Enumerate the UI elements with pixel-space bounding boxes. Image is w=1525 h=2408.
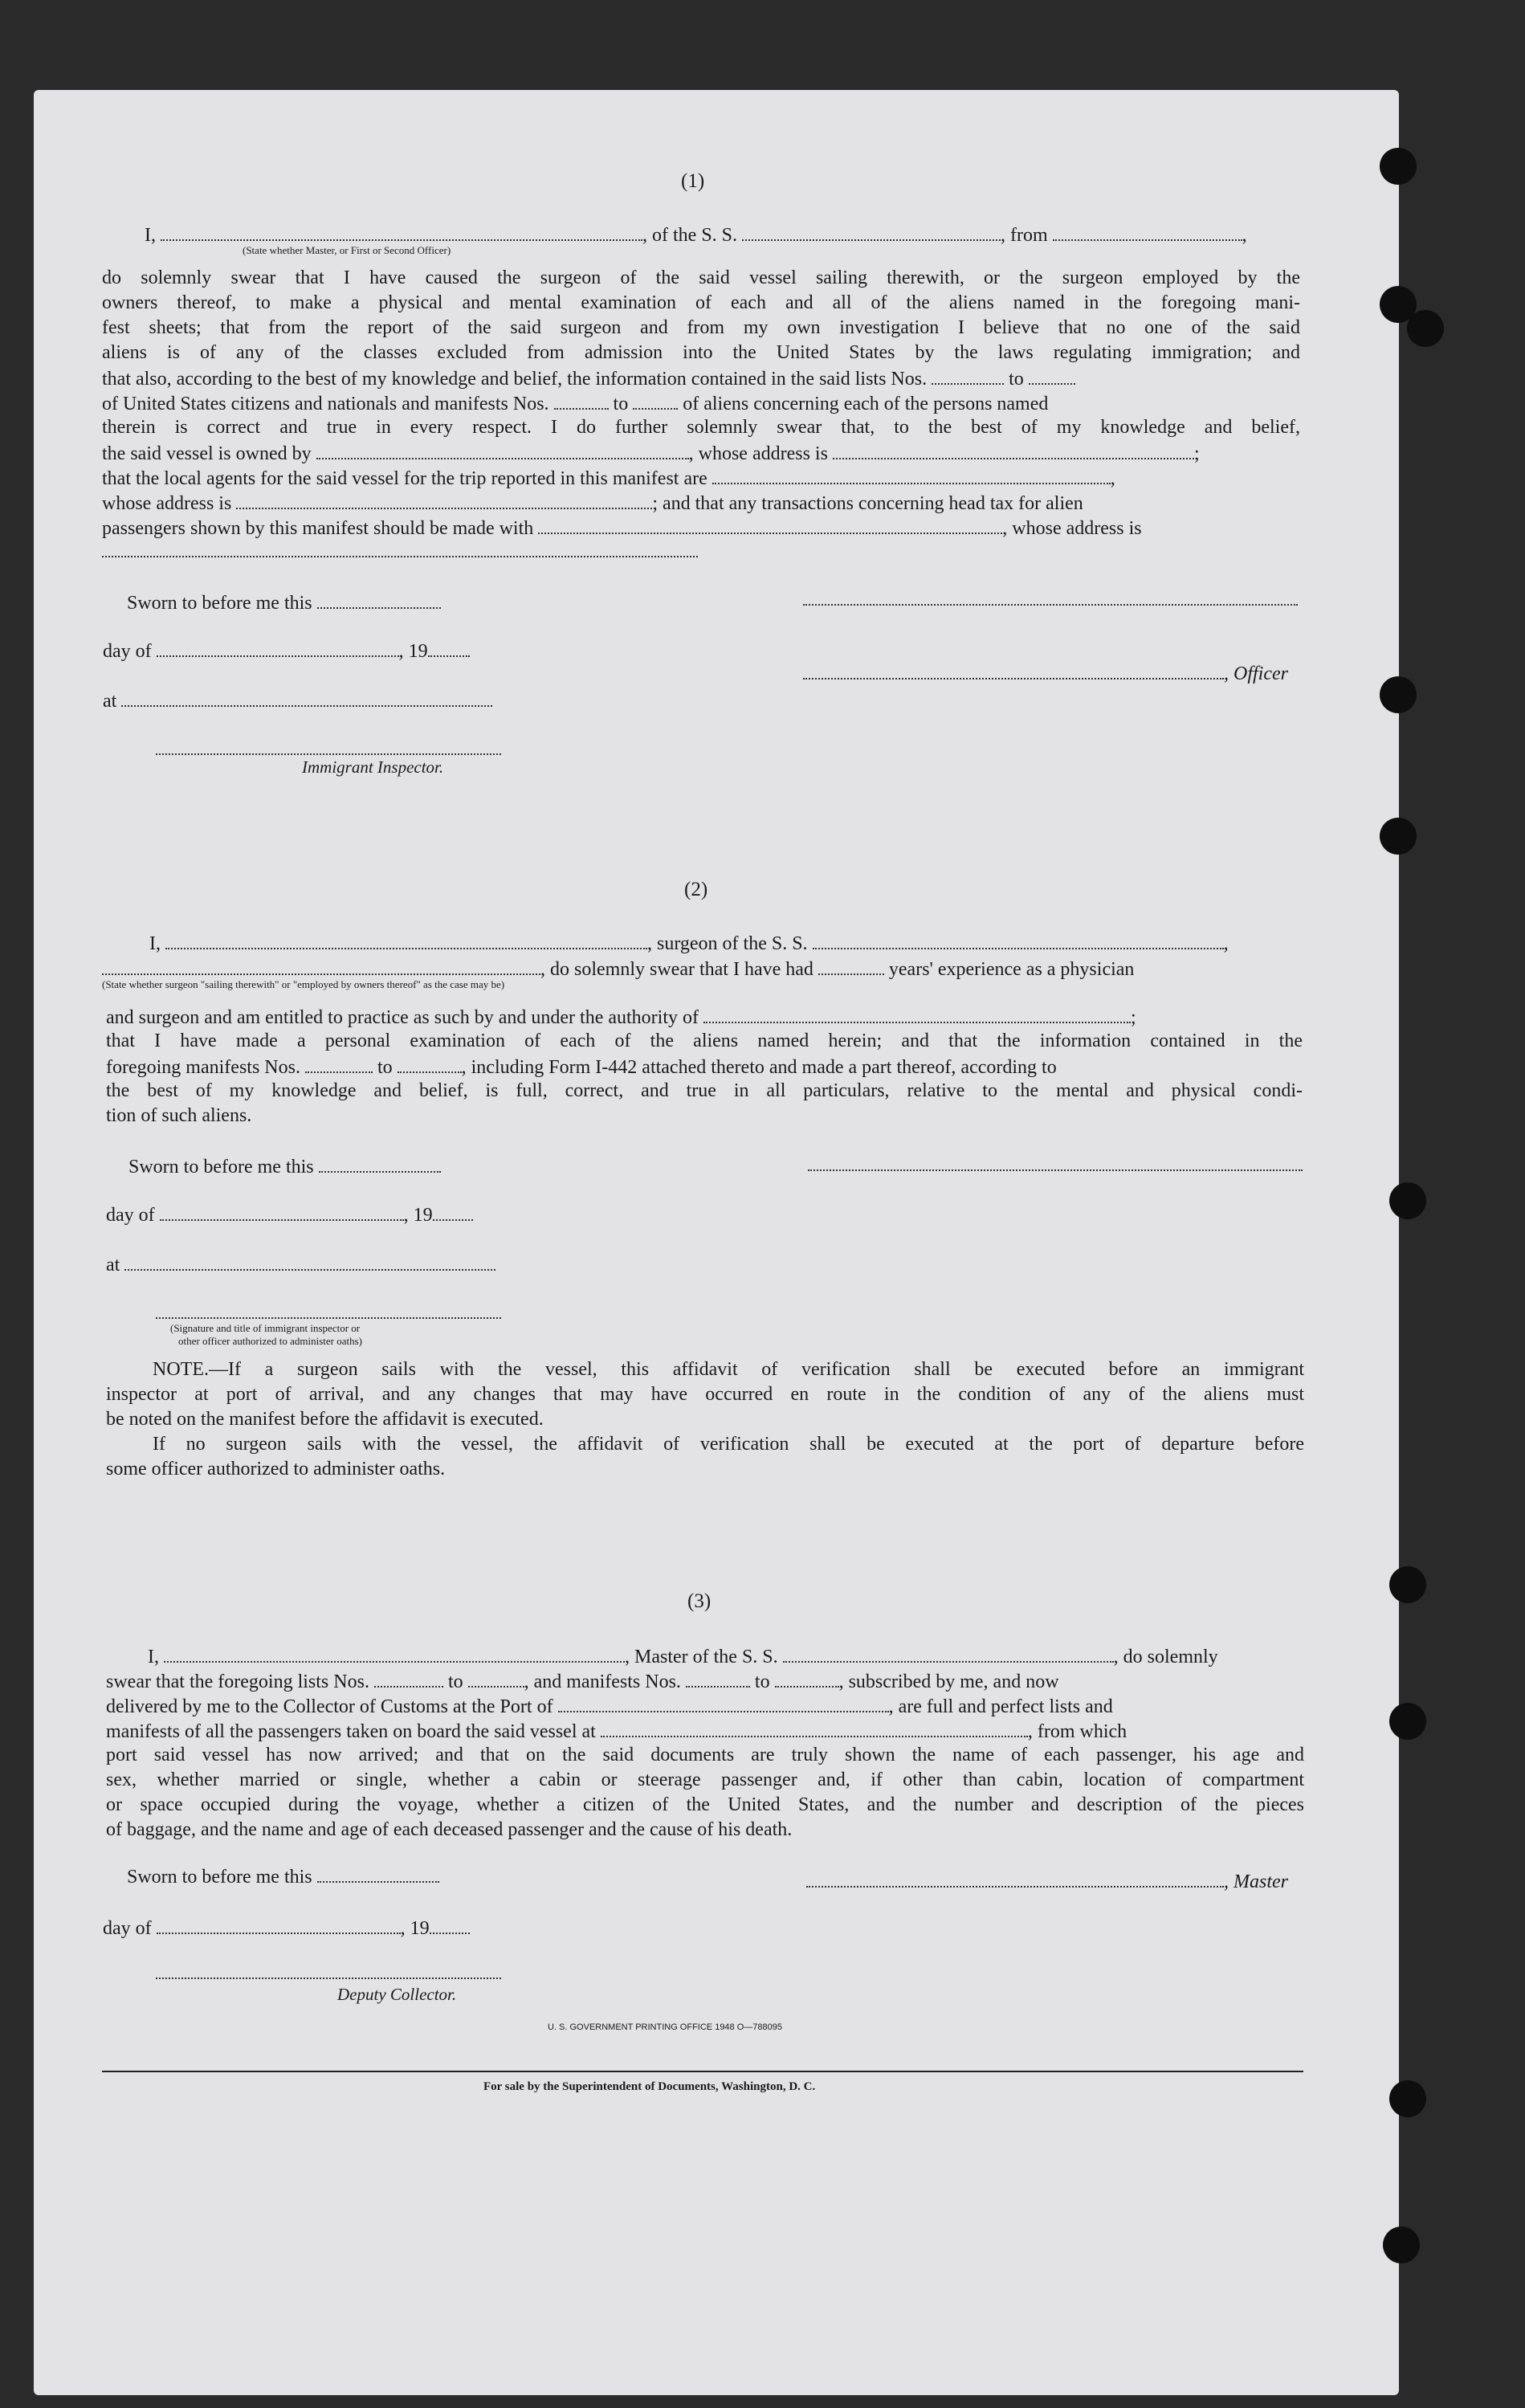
label: day of [103, 641, 152, 662]
label: , 19 [398, 641, 428, 662]
s2-sworn [128, 1153, 441, 1179]
label: I, [145, 225, 156, 246]
label: to [447, 1671, 463, 1692]
section-2-number: (2) [684, 879, 708, 900]
text-line [102, 365, 1075, 391]
label: at [106, 1255, 120, 1275]
blank-field[interactable] [305, 1054, 373, 1073]
label: , do solemnly [1113, 1647, 1218, 1667]
blank-field[interactable] [161, 222, 642, 241]
blank-field[interactable] [1053, 222, 1242, 241]
text-line: some officer authorized to administer oaths. [106, 1459, 446, 1479]
blank-field[interactable] [538, 515, 1002, 534]
blank-field[interactable] [558, 1693, 889, 1712]
s3-master-line [148, 1643, 1218, 1669]
label: day of [103, 1918, 152, 1939]
label: , of the S. S. [642, 225, 738, 246]
label: I, [149, 933, 161, 954]
blank-field[interactable] [712, 465, 1111, 484]
blank-field[interactable] [319, 1153, 441, 1173]
section-3-number: (3) [687, 1590, 712, 1612]
blank-field[interactable] [783, 1643, 1114, 1663]
blank-field[interactable] [803, 660, 1224, 680]
blank-field[interactable] [468, 1668, 524, 1688]
label: , are full and perfect lists and [888, 1696, 1113, 1717]
binder-hole [1389, 1703, 1426, 1740]
text-line: that I have made a personal examination of each of the aliens named herein; and that the information contained in the [106, 1031, 1303, 1051]
s1-officer-line: I, , of the S. S. , from , [145, 222, 1247, 247]
blank-field[interactable] [157, 638, 399, 657]
blank-field[interactable] [433, 1202, 473, 1221]
s1-signature-line[interactable] [803, 604, 1298, 606]
s2-sig-caption: (Signature and title of immigrant inspector or [170, 1322, 361, 1334]
text-line: be noted on the manifest before the affidavit is executed. [106, 1409, 544, 1430]
label: manifests of all the passengers taken on board the said vessel at [106, 1721, 596, 1742]
binder-hole [1380, 676, 1417, 713]
label: day of [106, 1205, 155, 1226]
label: of aliens concerning each of the persons named [683, 394, 1049, 414]
label: , Officer [1224, 663, 1288, 684]
label: that the local agents for the said vessel for the trip reported in this manifest are [102, 468, 707, 489]
text-line: therein is correct and true in every respect. I do further solemnly swear that, to the best of my knowledge and belief, [102, 417, 1300, 438]
label: delivered by me to the Collector of Customs at the Port of [106, 1696, 553, 1717]
label: passengers shown by this manifest should be made with [102, 518, 534, 539]
label: that also, according to the best of my knowledge and belief, the information contained in the said lists Nos. [102, 369, 928, 390]
blank-field[interactable] [164, 1643, 625, 1663]
binder-hole [1407, 310, 1444, 347]
footer-rule [102, 2071, 1303, 2072]
label: at [103, 691, 117, 712]
s2-signature-line[interactable] [808, 1169, 1303, 1171]
label: , whose address is [1002, 518, 1142, 539]
s1-day-of [103, 638, 470, 663]
blank-field[interactable] [686, 1668, 750, 1688]
blank-field[interactable] [165, 930, 647, 949]
text-line [102, 440, 1200, 466]
text-line: the best of my knowledge and belief, is full, correct, and true in all particulars, relative to the mental and physical condi- [106, 1080, 1303, 1101]
blank-field[interactable] [398, 1054, 462, 1073]
blank-field[interactable] [554, 390, 609, 410]
label: I, [148, 1647, 159, 1667]
text-line: If no surgeon sails with the vessel, the affidavit of verification shall be executed at the port of departure before [153, 1434, 1304, 1455]
blank-field[interactable] [317, 1863, 439, 1883]
s3-master-signature [806, 1868, 1288, 1894]
blank-field[interactable] [742, 222, 1001, 241]
label: , surgeon of the S. S. [647, 933, 808, 954]
blank-field[interactable] [1029, 365, 1075, 385]
section-1-number: (1) [681, 170, 705, 192]
s1-hint: (State whether Master, or First or Second Officer) [243, 244, 451, 256]
blank-field[interactable] [703, 1004, 1131, 1023]
blank-field[interactable] [102, 556, 698, 557]
text-line [102, 515, 1142, 541]
label: Sworn to before me this [128, 1157, 314, 1177]
blank-field[interactable] [813, 930, 1224, 949]
s2-hint: (State whether surgeon "sailing therewith" or "employed by owners thereof" as the case may be) [102, 978, 505, 990]
label: to [754, 1671, 770, 1692]
blank-field[interactable] [121, 688, 492, 707]
blank-field[interactable] [818, 956, 884, 975]
text-line: inspector at port of arrival, and any changes that may have occurred en route in the condition of any of the aliens must [106, 1384, 1304, 1405]
text-line [106, 1004, 1136, 1030]
label: , and manifests Nos. [524, 1671, 681, 1692]
label: swear that the foregoing lists Nos. [106, 1671, 369, 1692]
gpo-imprint: U. S. GOVERNMENT PRINTING OFFICE 1948 O—788095 [548, 2022, 782, 2032]
blank-field[interactable] [157, 1915, 401, 1934]
label: , from [1001, 225, 1048, 246]
blank-field[interactable] [428, 638, 470, 657]
blank-field[interactable] [633, 390, 678, 410]
label: foregoing manifests Nos. [106, 1057, 300, 1078]
label: , Master of the S. S. [625, 1647, 778, 1667]
label: , 19 [403, 1205, 433, 1226]
text-line: NOTE.—If a surgeon sails with the vessel, this affidavit of verification shall be executed before an immigrant [153, 1359, 1304, 1380]
s2-sig-caption: other officer authorized to administer oaths) [178, 1335, 362, 1347]
label: to [1009, 369, 1024, 390]
blank-field[interactable] [102, 956, 540, 975]
blank-field[interactable] [601, 1718, 1028, 1737]
text-line [102, 490, 1083, 516]
binder-hole [1389, 2080, 1426, 2117]
s3-deputy-label: Deputy Collector. [337, 1985, 457, 2004]
label: to [613, 394, 629, 414]
s2-inspector-line[interactable] [156, 1317, 501, 1319]
blank-field[interactable] [430, 1915, 470, 1934]
blank-field[interactable] [374, 1668, 443, 1688]
text-line: tion of such aliens. [106, 1105, 252, 1126]
text-line [106, 1054, 1057, 1080]
binder-hole [1389, 1182, 1426, 1219]
s2-surgeon-line: I, , surgeon of the S. S. , [149, 930, 1229, 956]
text-line: owners thereof, to make a physical and mental examination of each and all of the aliens named in the foregoing mani- [102, 292, 1300, 313]
s1-officer-signature [803, 660, 1288, 686]
s1-at [103, 688, 492, 713]
blank-field[interactable] [236, 490, 652, 509]
binder-hole [1380, 818, 1417, 855]
text-line: or space occupied during the voyage, whether a citizen of the United States, and the number and description of the pieces [106, 1794, 1304, 1815]
s1-inspector-label: Immigrant Inspector. [302, 757, 444, 777]
blank-field[interactable] [317, 590, 441, 609]
label: ; [1193, 443, 1200, 464]
blank-field[interactable] [316, 440, 689, 459]
label: whose address is [102, 493, 232, 514]
label: Sworn to before me this [127, 1867, 312, 1888]
text-line: aliens is of any of the classes excluded from admission into the United States by the laws regulating immigration; and [102, 342, 1300, 363]
label: , from which [1027, 1721, 1127, 1742]
text-line: that the local agents for the said vessel for the trip reported in this manifest are , [102, 465, 1115, 491]
s2-at [106, 1251, 495, 1277]
sale-notice: For sale by the Superintendent of Documents, Washington, D. C. [483, 2080, 816, 2093]
label: , including Form I-442 attached thereto and made a part thereof, according to [461, 1057, 1057, 1078]
label: , subscribed by me, and now [838, 1671, 1059, 1692]
binder-hole [1383, 2226, 1420, 2263]
s3-deputy-line[interactable] [156, 1977, 501, 1979]
s1-sworn [127, 590, 441, 615]
label: to [377, 1057, 393, 1078]
label: , Master [1224, 1871, 1288, 1892]
label: , whose address is [688, 443, 828, 464]
label: ; and that any transactions concerning head tax for alien [652, 493, 1083, 514]
s2-day-of [106, 1202, 473, 1227]
label: , 19 [400, 1918, 430, 1939]
label: years' experience as a physician [888, 959, 1135, 980]
label: ; [1131, 1007, 1136, 1028]
text-line: fest sheets; that from the report of the said surgeon and from my own investigation I believe that no one of the said [102, 317, 1300, 338]
s3-day-of [103, 1915, 470, 1941]
blank-field[interactable] [833, 440, 1194, 459]
label: , do solemnly swear that I have had [540, 959, 813, 980]
text-line [106, 1668, 1059, 1694]
label: and surgeon and am entitled to practice as such by and under the authority of [106, 1007, 699, 1028]
text-line [102, 390, 1048, 416]
text-line: do solemnly swear that I have caused the surgeon of the said vessel sailing therewith, or the surgeon employed by the [102, 267, 1300, 288]
label: the said vessel is owned by [102, 443, 312, 464]
label: Sworn to before me this [127, 593, 312, 614]
text-line: sex, whether married or single, whether a cabin or steerage passenger and, if other than cabin, location of compartment [106, 1769, 1304, 1790]
blank-field[interactable] [124, 1251, 495, 1271]
label: of United States citizens and nationals and manifests Nos. [102, 394, 549, 414]
blank-field[interactable] [806, 1868, 1224, 1888]
s3-sworn [127, 1863, 439, 1889]
blank-field[interactable] [160, 1202, 404, 1221]
text-line: of baggage, and the name and age of each deceased passenger and the cause of his death. [106, 1819, 793, 1840]
text-line [106, 1693, 1113, 1719]
binder-hole [1380, 148, 1417, 185]
blank-field[interactable] [932, 365, 1004, 385]
text-line [106, 1718, 1127, 1744]
binder-hole [1389, 1566, 1426, 1603]
blank-field[interactable] [775, 1668, 839, 1688]
text-line: port said vessel has now arrived; and that on the said documents are truly shown the name of each passenger, his age and [106, 1745, 1304, 1765]
